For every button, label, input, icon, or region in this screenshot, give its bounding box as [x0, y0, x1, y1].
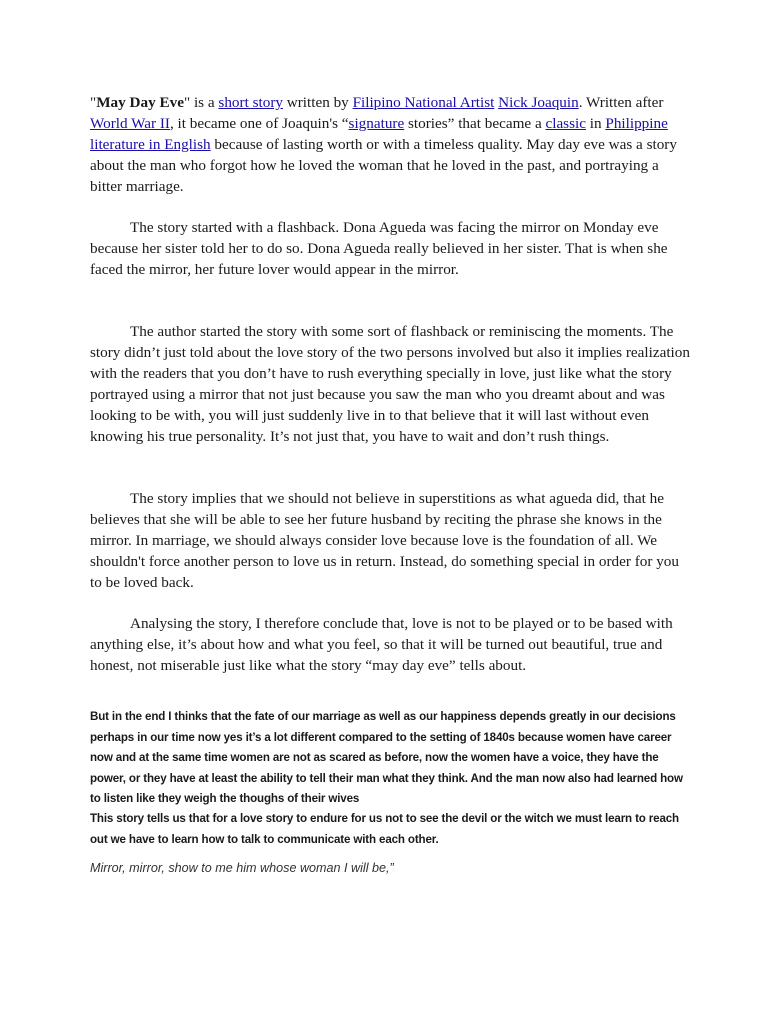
- intro-paragraph: "May Day Eve" is a short story written by Filipino National Artist Nick Joaquin. Written after World War II, it became one of Joaquin's “signature stories” that became a classic in Philippine literature in English because of lasting worth or with a timeless quality. May day eve was a story about the man who forgot how he loved the woman that he loved in the past, and portraying a bitter marriage.: [90, 94, 677, 195]
- link-nick-joaquin[interactable]: Nick Joaquin: [498, 94, 579, 111]
- link-classic[interactable]: classic: [545, 114, 586, 132]
- story-title: May Day Eve: [96, 94, 184, 111]
- bold-paragraph-marriage: But in the end I thinks that the fate of our marriage as well as our happiness depends greatly in our decisions perhaps in our time now yes it’s a lot different compared to the setting of 1840s because women have career now and at the same time women are not as scared as before, now the women have a voice, they have the power, or they have at least the ability to tell their man what they think. And the man now also had learned how to listen like they weigh the thoughs of their wives: [90, 710, 683, 806]
- paragraph-flashback: The story started with a flashback. Dona Agueda was facing the mirror on Monday eve because her sister told her to do so. Dona Agueda really believed in her sister. That is when she faced the mirror, her future lover would appear in the mirror.: [90, 219, 668, 278]
- link-signature[interactable]: signature: [348, 114, 405, 132]
- paragraph-superstitions: The story implies that we should not believe in superstitions as what agueda did, that he believes that she will be able to see her future husband by reciting the phrase she knows in the mirror. In marriage, we should always consider love because love is the foundation of all. We shouldn't force another person to love us in return. Instead, do something special in order for you to be loved back.: [90, 490, 679, 591]
- paragraph-author-flashback: The author started the story with some sort of flashback or reminiscing the moments. The story didn’t just told about the love story of the two persons involved but also it implies realization with the readers that you don’t have to rush everything specially in love, just like what the story portrayed using a mirror that not just because you saw the man who you dreamt about and was looking to be with, you will just suddenly live in to that believe that it will last without even knowing his true personality. It’s not just that, you have to wait and don’t rush things.: [90, 323, 690, 445]
- link-short-story[interactable]: short story: [218, 94, 283, 111]
- link-philippine-literature[interactable]: Philippine literature in English: [90, 114, 668, 153]
- closing-quote: Mirror, mirror, show to me him whose woman I will be,”: [90, 861, 394, 875]
- link-world-war-ii[interactable]: World War II: [90, 114, 170, 132]
- bold-paragraph-communication: This story tells us that for a love story to endure for us not to see the devil or the witch we must learn to reach out we have to learn how to talk to communicate with each other.: [90, 812, 679, 846]
- link-filipino-national-artist[interactable]: Filipino National Artist: [352, 94, 495, 111]
- quote-mark: ": [90, 94, 97, 111]
- paragraph-conclusion: Analysing the story, I therefore conclude that, love is not to be played or to be based with anything else, it’s about how and what you feel, so that it will be turned out beautiful, true and honest, not miserable just like what the story “may day eve” tells about.: [90, 615, 673, 674]
